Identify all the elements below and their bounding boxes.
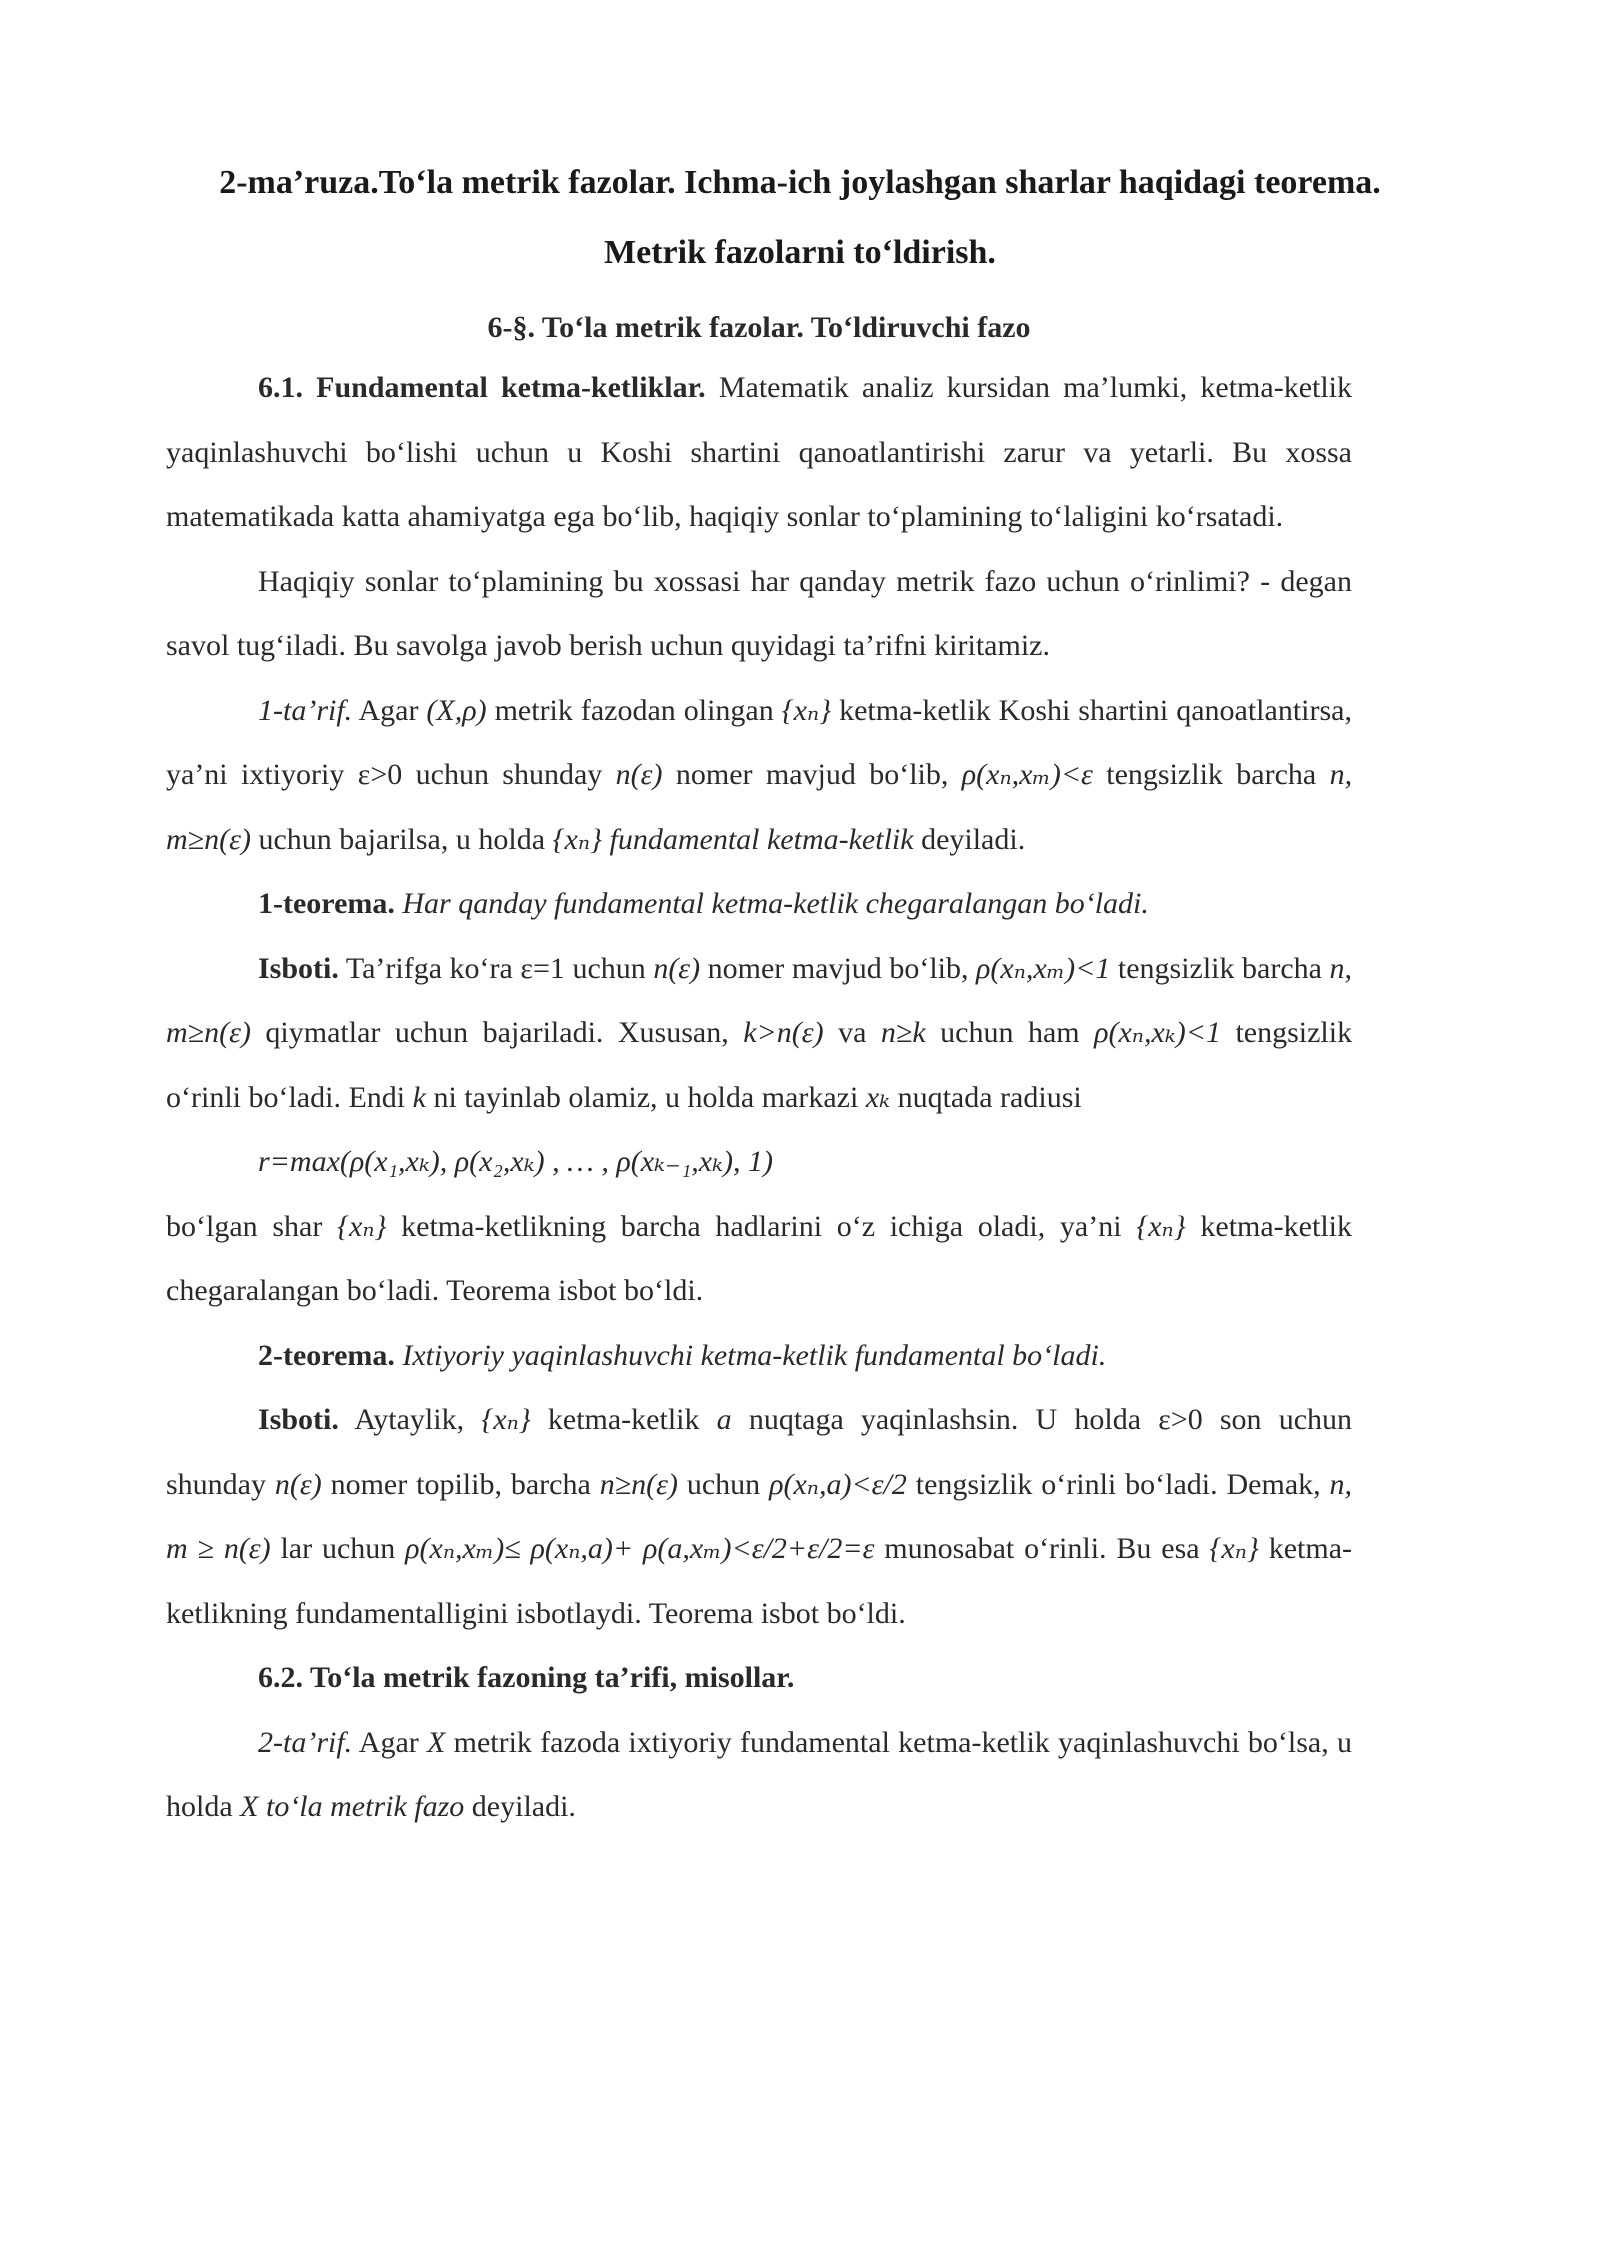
- lecture-title-line-2: Metrik fazolarni to‘ldirish.: [604, 234, 996, 271]
- math-sequence: {xₙ}: [552, 822, 602, 856]
- math-metric-space: (X,ρ): [426, 693, 487, 727]
- math-epsilon: ε>0: [357, 758, 403, 791]
- paragraph-text: Matematik analiz kursidan ma’lumki, ketma-ketlik yaqinlashuvchi bo‘lishi uchun u Koshi shartini qanoatlantirishi zarur va yetarli. Bu xossa matematikada katta ahamiyatga ega bo‘lib, haqiqiy sonlar to‘plamining to‘laligini ko‘rsatadi.: [166, 371, 1353, 533]
- text-span: Aytaylik,: [354, 1403, 465, 1436]
- text-span: uchun: [686, 1467, 761, 1501]
- text-span: nomer mavjud bo‘lib,: [675, 758, 949, 791]
- paragraph-fundamental-sequences: [166, 356, 1352, 550]
- definition-1: [166, 679, 1352, 873]
- math-n-k: n≥k: [880, 1016, 926, 1049]
- text-span: tengsizlik o‘rinli bo‘ladi. Demak,: [915, 1467, 1321, 1501]
- theorem-1: [166, 872, 1352, 937]
- definition-label: 1-ta’rif.: [258, 693, 353, 727]
- text-span: Agar: [358, 1725, 419, 1759]
- math-k-condition: k>n(ε): [743, 1016, 824, 1049]
- math-condition: n≥n(ε): [599, 1467, 678, 1501]
- theorem-2: [166, 1324, 1352, 1389]
- math-sequence: {xₙ}: [1209, 1532, 1259, 1565]
- lecture-title: [140, 148, 1460, 288]
- math-limit-point: a: [716, 1403, 732, 1436]
- math-space-x: X: [427, 1725, 446, 1759]
- document-body: [166, 300, 1352, 1840]
- text-span: uchun: [572, 951, 646, 985]
- proof-1-continuation: [166, 1195, 1352, 1324]
- definition-2: [166, 1711, 1352, 1840]
- math-n-epsilon: n(ε): [615, 758, 663, 791]
- text-span: Agar: [358, 693, 419, 727]
- math-epsilon: ε>0: [1158, 1403, 1203, 1436]
- math-sequence: {xₙ}: [781, 693, 832, 727]
- math-inequality: ρ(xₙ,a)<ε/2: [769, 1467, 907, 1501]
- proof-label: Isboti.: [258, 1403, 339, 1436]
- text-span: metrik fazoda ixtiyoriy fundamental ketma-ketlik yaqinlashuvchi bo‘lsa, u holda: [166, 1725, 1353, 1823]
- text-span: metrik fazodan olingan: [494, 693, 774, 727]
- theorem-label: 2-teorema.: [258, 1338, 395, 1372]
- theorem-statement: Har qanday fundamental ketma-ketlik chegaralangan bo‘ladi.: [402, 887, 1149, 920]
- math-condition: n, m≥n(ε): [166, 951, 1353, 1049]
- text-span: son uchun shunday: [166, 1403, 1353, 1501]
- text-span: munosabat o‘rinli. Bu esa: [884, 1532, 1200, 1565]
- text-span: deyiladi.: [921, 822, 1026, 856]
- text-span: nomer topilib, barcha: [330, 1467, 591, 1501]
- text-span: ketma-ketlikning fundamentalligini isbotlaydi. Teorema isbot bo‘ldi.: [166, 1532, 1353, 1630]
- math-sequence: {xₙ}: [1136, 1209, 1186, 1243]
- subsection-heading-6-2-line: [166, 1646, 1352, 1711]
- text-span: tengsizlik o‘rinli bo‘ladi. Endi: [166, 1016, 1353, 1114]
- math-k: k: [412, 1080, 426, 1114]
- text-span: va: [838, 1016, 867, 1049]
- proof-1: [166, 937, 1352, 1131]
- text-span: ketma-ketlik chegaralangan bo‘ladi. Teorema isbot bo‘ldi.: [166, 1209, 1352, 1307]
- math-inequality: ρ(xₙ,xₘ)<1: [976, 951, 1111, 985]
- subsection-heading-6-1: 6.1. Fundamental ketma-ketliklar.: [258, 371, 706, 404]
- math-n-epsilon: n(ε): [653, 951, 701, 985]
- text-span: ketma-ketlikning barcha hadlarini o‘z ichiga oladi, ya’ni: [401, 1209, 1122, 1243]
- text-span: uchun shunday: [415, 758, 603, 791]
- math-n-epsilon: n(ε): [274, 1467, 322, 1501]
- text-span: nomer mavjud bo‘lib,: [707, 951, 969, 985]
- math-epsilon: ε=1: [520, 951, 565, 985]
- defined-term: X to‘la metrik fazo: [240, 1790, 465, 1823]
- lecture-title-line-1: 2-ma’ruza.To‘la metrik fazolar. Ichma-ich joylashgan sharlar haqidagi teorema.: [219, 164, 1381, 201]
- definition-label: 2-ta’rif.: [258, 1725, 353, 1759]
- text-span: deyiladi.: [471, 1790, 576, 1823]
- math-sequence: {xₙ}: [337, 1209, 387, 1243]
- text-span: tengsizlik barcha: [1117, 951, 1322, 985]
- math-center-point: xₖ: [865, 1080, 891, 1114]
- text-span: qiymatlar uchun bajariladi. Xususan,: [265, 1016, 729, 1049]
- paragraph-question: Haqiqiy sonlar to‘plamining bu xossasi har qanday metrik fazo uchun o‘rinlimi? - degan savol tug‘iladi. Bu savolga javob berish uchun quyidagi ta’rifni kiritamiz.: [166, 564, 1352, 662]
- text-span: lar uchun: [280, 1532, 396, 1565]
- text-span: ketma-ketlik: [547, 1403, 700, 1436]
- section-heading: 6-§. To‘la metrik fazolar. To‘ldiruvchi fazo: [487, 311, 1031, 344]
- text-span: bo‘lgan shar: [166, 1209, 323, 1243]
- text-span: uchun bajarilsa, u holda: [258, 822, 546, 856]
- math-condition: n, m≥n(ε): [166, 758, 1353, 856]
- text-span: nuqtaga yaqinlashsin. U holda: [748, 1403, 1142, 1436]
- subsection-heading-6-2: 6.2. To‘la metrik fazoning ta’rifi, misollar.: [258, 1661, 795, 1694]
- text-span: ketma-ketlik Koshi shartini qanoatlantirsa, ya’ni ixtiyoriy: [166, 693, 1352, 791]
- theorem-label: 1-teorema.: [258, 887, 395, 920]
- math-inequality: ρ(xₙ,xₖ)<1: [1094, 1016, 1221, 1049]
- math-condition: n, m ≥ n(ε): [166, 1467, 1353, 1565]
- math-triangle-inequality: ρ(xₙ,xₘ)≤ ρ(xₙ,a)+ ρ(a,xₘ)<ε/2+ε/2=ε: [405, 1532, 875, 1565]
- text-span: tengsizlik barcha: [1106, 758, 1317, 791]
- theorem-statement: Ixtiyoriy yaqinlashuvchi ketma-ketlik fundamental bo‘ladi.: [402, 1338, 1107, 1372]
- text-span: nuqtada radiusi: [897, 1080, 1082, 1114]
- proof-label: Isboti.: [258, 951, 339, 985]
- defined-term: fundamental ketma-ketlik: [609, 822, 914, 856]
- proof-2: [166, 1388, 1352, 1646]
- math-sequence: {xₙ}: [481, 1403, 531, 1436]
- text-span: Ta’rifga ko‘ra: [345, 951, 513, 985]
- math-inequality: ρ(xₙ,xₘ)<ε: [961, 758, 1093, 791]
- text-span: ni tayinlab olamiz, u holda markazi: [433, 1080, 859, 1114]
- text-span: uchun ham: [940, 1016, 1080, 1049]
- radius-formula: r=max(ρ(x₁,xₖ), ρ(x₂,xₖ) , … , ρ(xₖ₋₁,xₖ), 1): [258, 1145, 773, 1178]
